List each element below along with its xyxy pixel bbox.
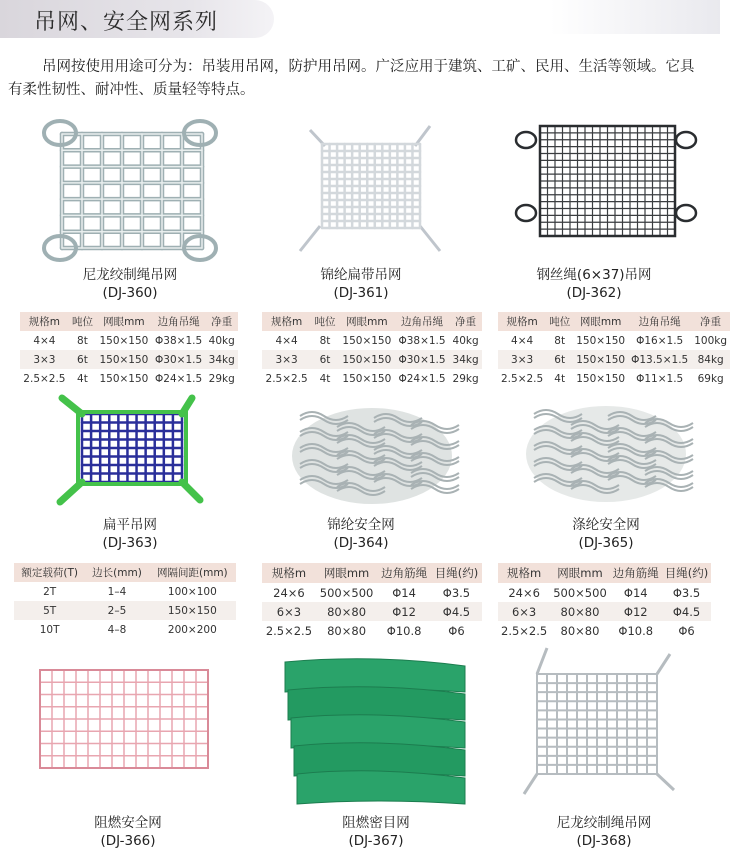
spec-table-dj363 [14, 563, 236, 639]
nylon-flat-strap-net-image [280, 116, 455, 256]
table-header: 网眼mm [316, 563, 377, 583]
table-cell: Φ6 [678, 623, 695, 638]
table-cell: Φ24×1.5 [155, 372, 203, 385]
table-header: 边角吊绳 [152, 312, 206, 331]
table-cell: Φ4.5 [662, 602, 711, 621]
intro-paragraph: 吊网按使用用途可分为：吊装用吊网，防护用吊网。广泛应用于建筑、工矿、民用、生活等领域。它具有柔性韧性、耐冲性、质量轻等特点。 [8, 59, 695, 98]
table-cell: 80×80 [560, 623, 600, 638]
table-cell: 150×150 [96, 350, 152, 369]
product-model: (DJ-364) [333, 535, 389, 551]
table-cell: 2T [43, 585, 57, 598]
steel-wire-rope-net-image [510, 118, 700, 243]
product-model: (DJ-361) [333, 285, 389, 301]
table-cell: 29kg [208, 372, 235, 385]
table-header: 规格m [498, 312, 546, 331]
table-header: 额定载荷(T) [14, 563, 85, 582]
table-cell: 34kg [449, 350, 482, 369]
product-model: (DJ-365) [578, 535, 634, 551]
table-cell: Φ38×1.5 [398, 334, 446, 347]
product-name: 涤纶安全网 [572, 517, 640, 533]
table-cell: 6×3 [498, 602, 550, 621]
table-cell: 2.5×2.5 [265, 372, 308, 385]
table-cell: Φ24×1.5 [398, 372, 446, 385]
nylon-rope-sling-net-image [512, 644, 682, 796]
table-cell: 150×150 [99, 372, 149, 385]
table-cell: 4t [77, 372, 88, 385]
table-cell: 84kg [691, 350, 730, 369]
table-header: 网眼mm [96, 312, 152, 331]
table-cell: 4×4 [33, 334, 56, 347]
table-cell: 6t [69, 350, 96, 369]
table-cell: Φ6 [448, 623, 465, 638]
spec-table-dj365 [498, 563, 711, 640]
table-cell: 34kg [205, 350, 238, 369]
table-header: 目绳(约) [431, 563, 482, 583]
table-cell: 6×3 [262, 602, 316, 621]
table-cell: 150×150 [576, 372, 626, 385]
table-header: 规格m [262, 312, 311, 331]
table-cell: 3×3 [262, 350, 311, 369]
table-cell: 500×500 [319, 585, 374, 600]
product-caption [245, 266, 477, 302]
table-cell: 24×6 [273, 585, 305, 600]
table-cell: 8t [319, 334, 331, 347]
table-cell: 6t [546, 350, 573, 369]
table-cell: 100×100 [167, 585, 217, 598]
product-name: 锦纶安全网 [327, 517, 395, 533]
product-caption [14, 516, 246, 552]
table-cell: Φ12 [377, 602, 431, 621]
table-cell: Φ3.5 [442, 585, 471, 600]
product-name: 锦纶扁带吊网 [320, 267, 402, 283]
table-cell: Φ13.5×1.5 [628, 350, 691, 369]
product-name: 尼龙绞制绳吊网 [556, 815, 652, 831]
table-cell: 2.5×2.5 [501, 372, 544, 385]
table-cell: 80×80 [316, 602, 377, 621]
table-cell: 1–4 [107, 585, 127, 598]
table-cell: 150×150 [342, 334, 392, 347]
product-name: 阻燃密目网 [342, 815, 410, 831]
table-cell: 24×6 [508, 585, 540, 600]
table-cell: 8t [554, 334, 566, 347]
page-title: 吊网、安全网系列 [34, 10, 219, 35]
product-name: 扁平吊网 [103, 517, 157, 533]
product-model: (DJ-360) [102, 285, 158, 301]
table-cell: 4–8 [107, 623, 127, 636]
table-cell: 80×80 [550, 602, 610, 621]
table-cell: 150×150 [99, 334, 149, 347]
product-caption [12, 814, 244, 850]
product-caption [488, 814, 720, 850]
product-caption [14, 266, 246, 302]
wire-loop [676, 205, 696, 221]
spec-table-dj360 [20, 312, 238, 388]
table-cell: 10T [39, 623, 60, 636]
product-model: (DJ-367) [348, 833, 404, 849]
product-caption [478, 266, 710, 302]
table-cell: Φ10.8 [386, 623, 422, 638]
table-cell: 2.5×2.5 [501, 623, 548, 638]
spec-table-dj364 [262, 563, 482, 640]
nylon-rope-net-image [40, 118, 220, 268]
wire-loop [516, 132, 536, 148]
table-header: 边角吊绳 [395, 312, 449, 331]
product-model: (DJ-363) [102, 535, 158, 551]
table-cell: 200×200 [167, 623, 217, 636]
fire-retardant-dense-mesh-image [280, 652, 470, 807]
table-cell: Φ30×1.5 [395, 350, 449, 369]
table-cell: 150×150 [149, 601, 236, 620]
product-model: (DJ-366) [100, 833, 156, 849]
product-model: (DJ-362) [566, 285, 622, 301]
table-header: 目绳(约) [662, 563, 711, 583]
table-cell: Φ16×1.5 [636, 334, 684, 347]
table-cell: 3×3 [498, 350, 546, 369]
table-header: 网眼mm [339, 312, 395, 331]
table-cell: 4t [554, 372, 566, 385]
table-header: 净重 [449, 312, 482, 331]
fire-retardant-safety-net-image [20, 660, 228, 778]
table-cell: 2.5×2.5 [265, 623, 313, 638]
flat-sling-net-image [42, 394, 222, 509]
table-header: 吨位 [69, 312, 96, 331]
table-cell: 150×150 [573, 350, 628, 369]
table-cell: 6t [311, 350, 339, 369]
product-caption [245, 516, 477, 552]
table-cell: 69kg [697, 372, 724, 385]
table-header: 边角筋绳 [610, 563, 662, 583]
product-name: 阻燃安全网 [94, 815, 162, 831]
table-header: 网隔间距(mm) [149, 563, 236, 582]
table-header: 吨位 [311, 312, 339, 331]
sling-rope [300, 226, 440, 251]
table-cell: Φ3.5 [672, 585, 701, 600]
table-cell: 100kg [694, 334, 728, 347]
table-cell: 4×4 [275, 334, 298, 347]
product-model: (DJ-368) [576, 833, 632, 849]
table-cell: 40kg [452, 334, 479, 347]
table-cell: 2.5×2.5 [23, 372, 66, 385]
table-header: 规格m [262, 563, 316, 583]
table-cell: 4t [319, 372, 331, 385]
spec-table-dj361 [262, 312, 482, 388]
table-cell: 150×150 [342, 372, 392, 385]
table-header: 边角筋绳 [377, 563, 431, 583]
product-caption [260, 814, 492, 850]
table-cell: 150×150 [576, 334, 626, 347]
table-cell: Φ30×1.5 [152, 350, 206, 369]
product-caption [490, 516, 722, 552]
wire-loop [516, 205, 536, 221]
table-header: 网眼mm [550, 563, 610, 583]
table-cell: Φ38×1.5 [155, 334, 203, 347]
table-cell: 8t [77, 334, 88, 347]
table-cell: Φ10.8 [618, 623, 654, 638]
table-cell: 40kg [208, 334, 235, 347]
table-header: 规格m [20, 312, 69, 331]
nylon-safety-net-image [286, 398, 458, 510]
table-header: 规格m [498, 563, 550, 583]
table-header: 边角吊绳 [628, 312, 691, 331]
table-cell: Φ12 [610, 602, 662, 621]
table-cell: 3×3 [20, 350, 69, 369]
spec-table-dj362 [498, 312, 730, 388]
table-cell: 4×4 [511, 334, 534, 347]
product-name: 尼龙绞制绳吊网 [82, 267, 178, 283]
folded-mesh-layer [297, 771, 465, 804]
table-header: 净重 [691, 312, 730, 331]
wire-loop [676, 132, 696, 148]
table-cell: 150×150 [339, 350, 395, 369]
table-header: 网眼mm [573, 312, 628, 331]
table-cell: 500×500 [553, 585, 607, 600]
table-cell: 29kg [452, 372, 479, 385]
table-cell: 2–5 [85, 601, 148, 620]
polyester-safety-net-image [520, 396, 692, 508]
table-cell: Φ14 [623, 585, 648, 600]
table-cell: Φ14 [392, 585, 416, 600]
table-cell: Φ11×1.5 [636, 372, 684, 385]
title-ghost-banner [550, 0, 720, 34]
table-header: 吨位 [546, 312, 573, 331]
table-cell: 80×80 [327, 623, 367, 638]
table-header: 边长(mm) [85, 563, 148, 582]
product-name: 钢丝绳(6×37)吊网 [536, 267, 652, 283]
table-header: 净重 [205, 312, 238, 331]
table-cell: Φ4.5 [431, 602, 482, 621]
table-cell: 5T [14, 601, 85, 620]
